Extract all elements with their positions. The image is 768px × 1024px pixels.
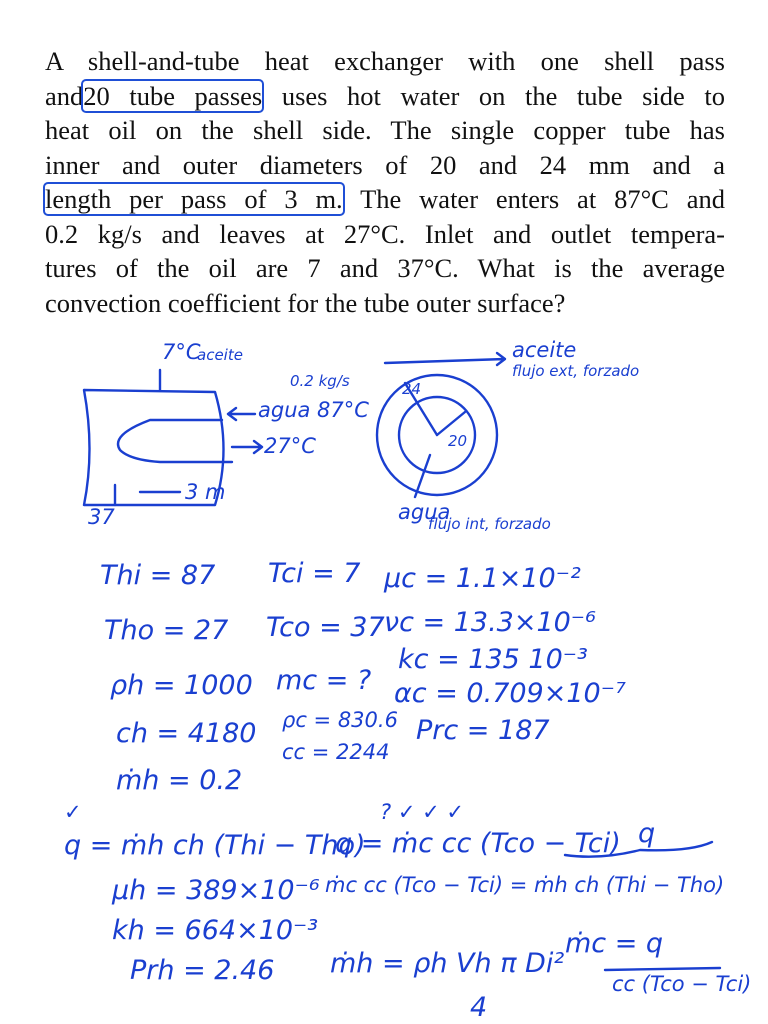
water-inlet-label: agua 87°C: [258, 398, 369, 422]
cold-mass-flow-numerator: ṁc = q: [565, 928, 664, 959]
formula-denominator: 4: [470, 992, 488, 1023]
cold-specific-heat: cc = 2244: [282, 740, 390, 764]
water-flow-rate: 0.2 kg/s: [290, 372, 350, 390]
hot-conductivity: kh = 664×10⁻³: [112, 915, 319, 946]
problem-line-8: convection coefficient for the tube outer surface?: [45, 287, 566, 318]
water-pointer: [415, 455, 430, 497]
cold-inlet-temp: Tci = 7: [268, 558, 361, 589]
cold-mass-flow: mc = ?: [276, 665, 372, 696]
oil-inlet-temp: 7°C: [162, 340, 201, 364]
oil-outlet-temp: 37: [88, 505, 115, 529]
hot-density: ρh = 1000: [110, 670, 253, 701]
outer-diameter: 24: [402, 380, 422, 398]
energy-balance: ṁc cc (Tco − Tci) = ṁh ch (Thi − Tho): [325, 873, 725, 897]
problem-line-1: A shell-and-tube heat exchanger with one shell pass: [45, 46, 725, 76]
cold-kinematic-viscosity: νc = 13.3×10⁻⁶: [384, 607, 596, 638]
water-outlet-temp: 27°C: [264, 434, 316, 458]
hot-inlet-temp: Thi = 87: [100, 560, 216, 591]
text: The water enters at 87°C and: [342, 184, 725, 214]
problem-line-3: heat oil on the shell side. The single copper tube has: [45, 115, 725, 145]
inner-diameter: 20: [448, 432, 468, 450]
cold-density: ρc = 830.6: [282, 708, 398, 732]
oil-flow-arrow: [385, 353, 505, 365]
text: and: [45, 80, 84, 111]
hot-outlet-temp: Tho = 27: [104, 615, 229, 646]
hot-specific-heat: ch = 4180: [116, 718, 257, 749]
text: uses hot water on the tube side to: [262, 80, 725, 111]
cold-heat-rate-equation: q = ṁc cc (Tco − Tci): [335, 828, 621, 859]
problem-line-6: 0.2 kg/s and leaves at 27°C. Inlet and outlet tempera-: [45, 218, 725, 249]
cold-mass-flow-denominator: cc (Tco − Tci): [612, 972, 752, 996]
hot-mass-flow-formula: ṁh = ρh Vh π Di²: [330, 948, 565, 979]
cold-diffusivity: αc = 0.709×10⁻⁷: [394, 678, 626, 709]
q-label: q: [638, 818, 656, 849]
water-out-arrow: [232, 441, 262, 453]
mc-fraction-bar: [605, 968, 720, 970]
cold-viscosity: μc = 1.1×10⁻²: [384, 563, 581, 594]
u-tube: [118, 420, 232, 462]
check-mark: ✓: [64, 800, 82, 824]
boxed-length-per-pass: length per pass of 3 m.: [45, 184, 343, 214]
water-flow-type: flujo int, forzado: [428, 515, 551, 533]
boxed-tube-passes: 20 tube passes: [83, 80, 263, 111]
problem-line-4: inner and outer diameters of 20 and 24 mm and a: [45, 149, 725, 180]
oil-flow-type: flujo ext, forzado: [512, 362, 640, 380]
length-bar: [115, 485, 180, 505]
hot-mass-flow: ṁh = 0.2: [116, 765, 243, 796]
hot-viscosity: μh = 389×10⁻⁶: [112, 875, 320, 906]
check-marks: ? ✓ ✓ ✓: [380, 800, 464, 824]
oil-label-right: aceite: [512, 338, 577, 362]
hot-prandtl: Prh = 2.46: [130, 955, 275, 986]
water-label-right: agua: [398, 500, 451, 524]
cold-prandtl: Prc = 187: [416, 715, 550, 746]
hot-heat-rate-equation: q = ṁh ch (Thi − Tho): [64, 830, 366, 861]
length-label: 3 m: [185, 480, 226, 504]
cold-conductivity: kc = 135 10⁻³: [398, 644, 588, 675]
cold-outlet-temp: Tco = 37: [266, 612, 385, 643]
water-in-arrow: [228, 408, 255, 420]
oil-label: aceite: [197, 346, 243, 364]
problem-line-7: tures of the oil are 7 and 37°C. What is the average: [45, 253, 725, 283]
